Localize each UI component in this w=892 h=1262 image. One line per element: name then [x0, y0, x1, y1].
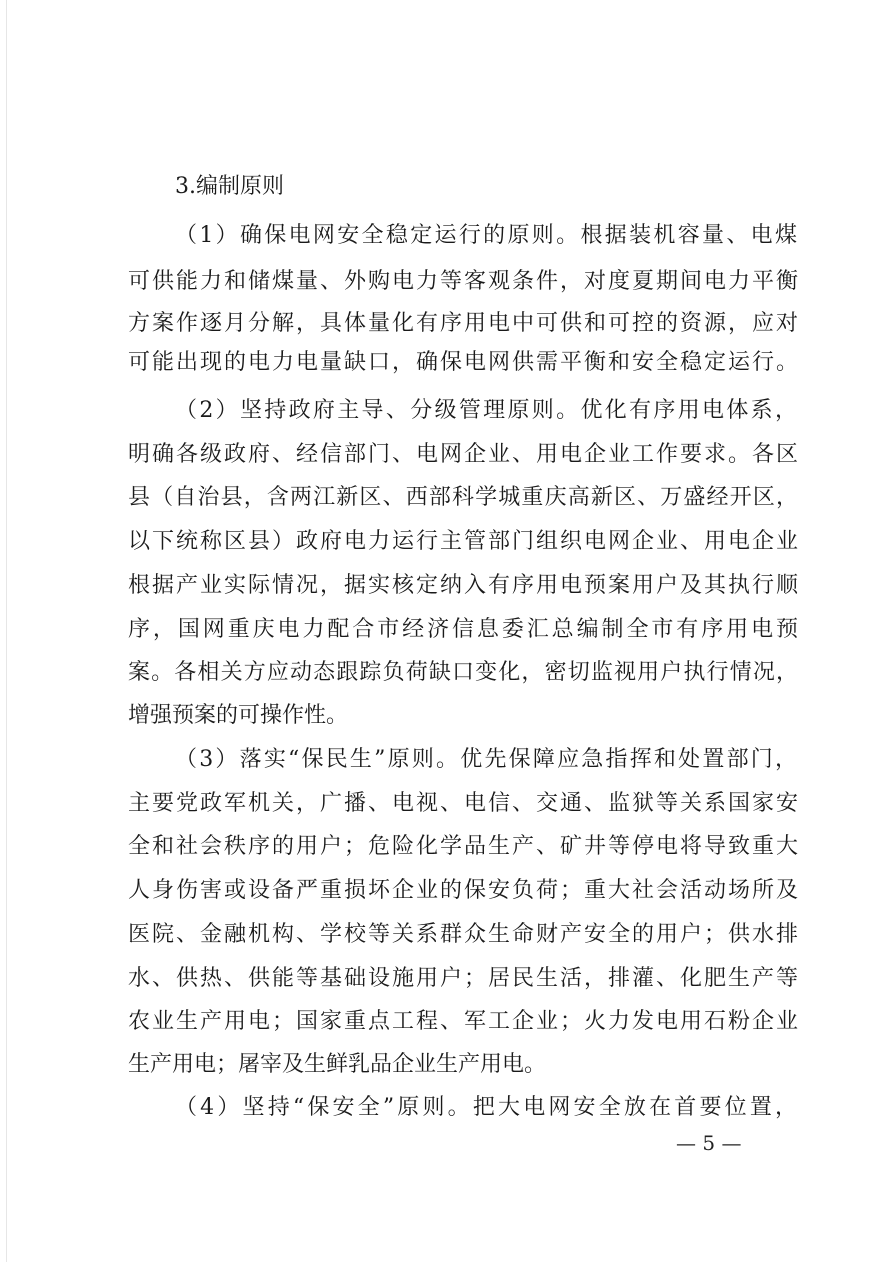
page-number: — 5 —: [676, 1131, 742, 1155]
paragraph-2-line-5: 根据产业实际情况，据实核定纳入有序用电预案用户及其执行顺: [128, 573, 798, 598]
paragraph-3-line-2: 主要党政军机关，广播、电视、电信、交通、监狱等关系国家安: [128, 791, 798, 816]
paragraph-1-line-1: （1）确保电网安全稳定运行的原则。根据装机容量、电煤: [175, 223, 797, 248]
paragraph-1-line-4: 可能出现的电力电量缺口，确保电网供需平衡和安全稳定运行。: [128, 350, 798, 375]
paragraph-3-line-4: 人身伤害或设备严重损坏企业的保安负荷；重大社会活动场所及: [128, 878, 798, 903]
paragraph-2-line-8: 增强预案的可操作性。: [128, 703, 349, 728]
paragraph-4-line-1: （4）坚持“保安全”原则。把大电网安全放在首要位置，: [175, 1095, 797, 1120]
paragraph-3-line-7: 农业生产用电；国家重点工程、军工企业；火力发电用石粉企业: [128, 1009, 798, 1034]
paragraph-3-line-5: 医院、金融机构、学校等关系群众生命财产安全的用户；供水排: [128, 922, 798, 947]
paragraph-3-line-1: （3）落实“保民生”原则。优先保障应急指挥和处置部门，: [175, 747, 797, 772]
paragraph-2-line-6: 序，国网重庆电力配合市经济信息委汇总编制全市有序用电预: [128, 617, 798, 642]
paragraph-2-line-2: 明确各级政府、经信部门、电网企业、用电企业工作要求。各区: [128, 442, 798, 467]
paragraph-2-line-4: 以下统称区县）政府电力运行主管部门组织电网企业、用电企业: [128, 529, 798, 554]
paragraph-1-line-3: 方案作逐月分解，具体量化有序用电中可供和可控的资源，应对: [128, 311, 798, 336]
paragraph-2-line-1: （2）坚持政府主导、分级管理原则。优化有序用电体系，: [175, 398, 797, 423]
paragraph-2-line-3: 县（自治县，含两江新区、西部科学城重庆高新区、万盛经开区，: [128, 485, 798, 510]
paragraph-3-line-6: 水、供热、供能等基础设施用户；居民生活，排灌、化肥生产等: [128, 966, 798, 991]
paragraph-3-line-3: 全和社会秩序的用户；危险化学品生产、矿井等停电将导致重大: [128, 834, 798, 859]
paragraph-2-line-7: 案。各相关方应动态跟踪负荷缺口变化，密切监视用户执行情况，: [128, 660, 798, 685]
page-edge-divider: [6, 0, 7, 1262]
paragraph-3-line-8: 生产用电；屠宰及生鲜乳品企业生产用电。: [128, 1052, 547, 1077]
paragraph-1-line-2: 可供能力和储煤量、外购电力等客观条件，对度夏期间电力平衡: [128, 269, 798, 294]
section-heading: 3.编制原则: [175, 174, 284, 199]
